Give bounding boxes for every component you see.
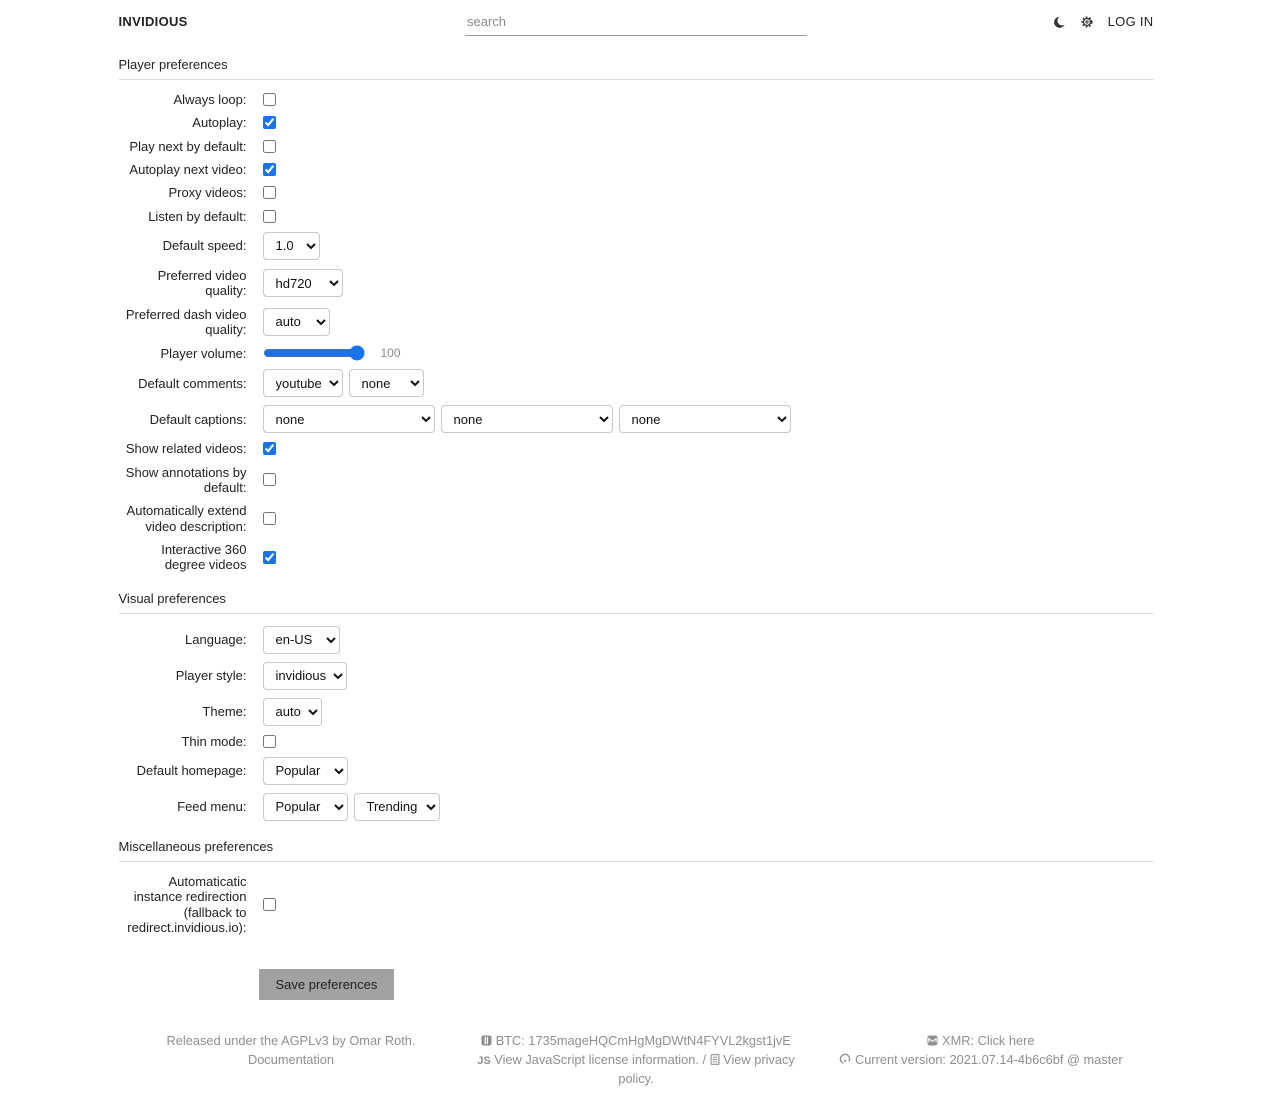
dark-mode-moon-icon[interactable] bbox=[1052, 15, 1066, 29]
footer-license-column bbox=[119, 1032, 464, 1088]
annotations-checkbox[interactable] bbox=[263, 473, 276, 486]
auto-redirect-label: Automaticatic instance redirection (fallback to redirect.invidious.io): bbox=[127, 873, 247, 935]
pref-row-related-videos bbox=[119, 441, 1154, 456]
annotations-label: Show annotations by default: bbox=[125, 464, 247, 495]
extend-description-checkbox[interactable] bbox=[263, 512, 276, 525]
player-style-label: Player style: bbox=[175, 667, 247, 683]
default-speed-label: Default speed: bbox=[162, 238, 247, 254]
github-icon bbox=[839, 1053, 851, 1065]
visual-preferences-title: Visual preferences bbox=[119, 591, 1154, 614]
feed-menu-select-2[interactable] bbox=[354, 793, 440, 821]
pref-row-always-loop bbox=[119, 92, 1154, 107]
pref-row-play-next bbox=[119, 139, 1154, 154]
preferences-page bbox=[119, 57, 1154, 1108]
volume-slider[interactable] bbox=[263, 345, 365, 361]
comments-select-2[interactable] bbox=[349, 369, 424, 397]
vr360-label: Interactive 360 degree videos bbox=[161, 541, 247, 573]
pref-row-comments bbox=[119, 369, 1154, 397]
pref-row-360-videos bbox=[119, 542, 1154, 573]
pref-row-homepage bbox=[119, 757, 1154, 785]
xmr-text: XMR: bbox=[942, 1033, 975, 1049]
pref-row-autoplay-next bbox=[119, 162, 1154, 177]
proxy-videos-checkbox[interactable] bbox=[263, 186, 276, 199]
pref-row-captions bbox=[119, 405, 1154, 433]
homepage-select[interactable] bbox=[263, 757, 348, 785]
pref-row-listen-default bbox=[119, 209, 1154, 224]
related-videos-label: Show related videos: bbox=[125, 441, 247, 457]
pref-row-extend-description bbox=[119, 503, 1154, 534]
bitcoin-icon bbox=[481, 1035, 492, 1046]
theme-label: Theme: bbox=[202, 703, 247, 719]
player-preferences-title: Player preferences bbox=[119, 57, 1154, 80]
version-text: Current version: 2021.07.14-4b6c6bf @ master bbox=[854, 1051, 1123, 1067]
listen-default-checkbox[interactable] bbox=[263, 210, 276, 223]
player-style-select[interactable] bbox=[263, 662, 347, 690]
pref-row-autoplay bbox=[119, 115, 1154, 130]
language-label: Language: bbox=[185, 631, 247, 647]
captions-select-3[interactable] bbox=[619, 405, 791, 433]
license-text: Released under the AGPLv3 by Omar Roth. bbox=[166, 1033, 416, 1049]
captions-label: Default captions: bbox=[149, 411, 247, 427]
dash-quality-select[interactable] bbox=[263, 308, 330, 336]
footer bbox=[119, 1032, 1154, 1108]
comments-select-1[interactable] bbox=[263, 369, 343, 397]
feed-menu-select-1[interactable] bbox=[263, 793, 348, 821]
captions-select-1[interactable] bbox=[263, 405, 435, 433]
documentation-link[interactable]: Documentation bbox=[247, 1051, 335, 1067]
always-loop-checkbox[interactable] bbox=[263, 93, 276, 106]
pref-row-default-speed bbox=[119, 232, 1154, 260]
play-next-checkbox[interactable] bbox=[263, 140, 276, 153]
javascript-icon: JS bbox=[477, 1054, 491, 1067]
video-quality-label: Preferred video quality: bbox=[157, 267, 247, 299]
pref-row-proxy-videos bbox=[119, 185, 1154, 200]
language-select[interactable] bbox=[263, 626, 340, 654]
misc-preferences-title: Miscellaneous preferences bbox=[119, 839, 1154, 862]
autoplay-next-label: Autoplay next video: bbox=[129, 161, 247, 177]
footer-donate-column bbox=[464, 1032, 809, 1088]
homepage-label: Default homepage: bbox=[136, 763, 247, 779]
pref-row-thin-mode bbox=[119, 734, 1154, 749]
thin-mode-checkbox[interactable] bbox=[263, 735, 276, 748]
pref-row-player-style bbox=[119, 662, 1154, 690]
preferences-gear-icon[interactable] bbox=[1080, 15, 1094, 29]
btc-address: BTC: 1735mageHQCmHgMgDWtN4FYVL2kgst1jvE bbox=[495, 1033, 791, 1049]
dash-quality-label: Preferred dash video quality: bbox=[125, 306, 247, 337]
pref-row-auto-redirect bbox=[119, 874, 1154, 935]
video-quality-select[interactable] bbox=[263, 269, 343, 297]
header-actions bbox=[1052, 14, 1154, 29]
footer-separator: / bbox=[702, 1051, 707, 1067]
proxy-videos-label: Proxy videos: bbox=[168, 185, 247, 201]
pref-row-video-quality bbox=[119, 268, 1154, 299]
comments-label: Default comments: bbox=[138, 375, 247, 391]
pref-row-annotations bbox=[119, 465, 1154, 496]
autoplay-checkbox[interactable] bbox=[263, 116, 276, 129]
pref-row-language bbox=[119, 626, 1154, 654]
monero-icon bbox=[927, 1035, 938, 1046]
pref-row-dash-quality bbox=[119, 307, 1154, 338]
extend-description-label: Automatically extend video description: bbox=[126, 503, 247, 534]
default-speed-select[interactable] bbox=[263, 232, 320, 260]
vr360-checkbox[interactable] bbox=[263, 551, 276, 564]
play-next-label: Play next by default: bbox=[129, 138, 247, 154]
search-input[interactable] bbox=[465, 8, 807, 36]
js-license-link[interactable]: View JavaScript license information. bbox=[494, 1051, 699, 1067]
theme-select[interactable] bbox=[263, 698, 322, 726]
autoplay-next-checkbox[interactable] bbox=[263, 163, 276, 176]
xmr-click-here-link[interactable]: Click here bbox=[977, 1033, 1035, 1049]
autoplay-label: Autoplay: bbox=[192, 115, 247, 131]
volume-label: Player volume: bbox=[160, 345, 247, 361]
save-preferences-button[interactable]: Save preferences bbox=[259, 969, 395, 1000]
feed-menu-label: Feed menu: bbox=[177, 799, 247, 815]
login-link[interactable]: LOG IN bbox=[1107, 14, 1154, 29]
privacy-policy-link[interactable]: View privacy policy. bbox=[618, 1051, 795, 1086]
pref-row-feed-menu bbox=[119, 793, 1154, 821]
pref-row-volume bbox=[119, 345, 1154, 361]
pref-row-theme bbox=[119, 698, 1154, 726]
footer-version-column bbox=[809, 1032, 1154, 1088]
top-bar bbox=[0, 0, 1272, 39]
volume-value: 100 bbox=[380, 346, 401, 361]
privacy-file-icon bbox=[710, 1054, 720, 1065]
related-videos-checkbox[interactable] bbox=[263, 442, 276, 455]
auto-redirect-checkbox[interactable] bbox=[263, 898, 276, 911]
invidious-logo[interactable]: INVIDIOUS bbox=[118, 14, 188, 29]
always-loop-label: Always loop: bbox=[173, 92, 247, 107]
thin-mode-label: Thin mode: bbox=[181, 733, 247, 749]
captions-select-2[interactable] bbox=[441, 405, 613, 433]
listen-default-label: Listen by default: bbox=[148, 208, 247, 224]
